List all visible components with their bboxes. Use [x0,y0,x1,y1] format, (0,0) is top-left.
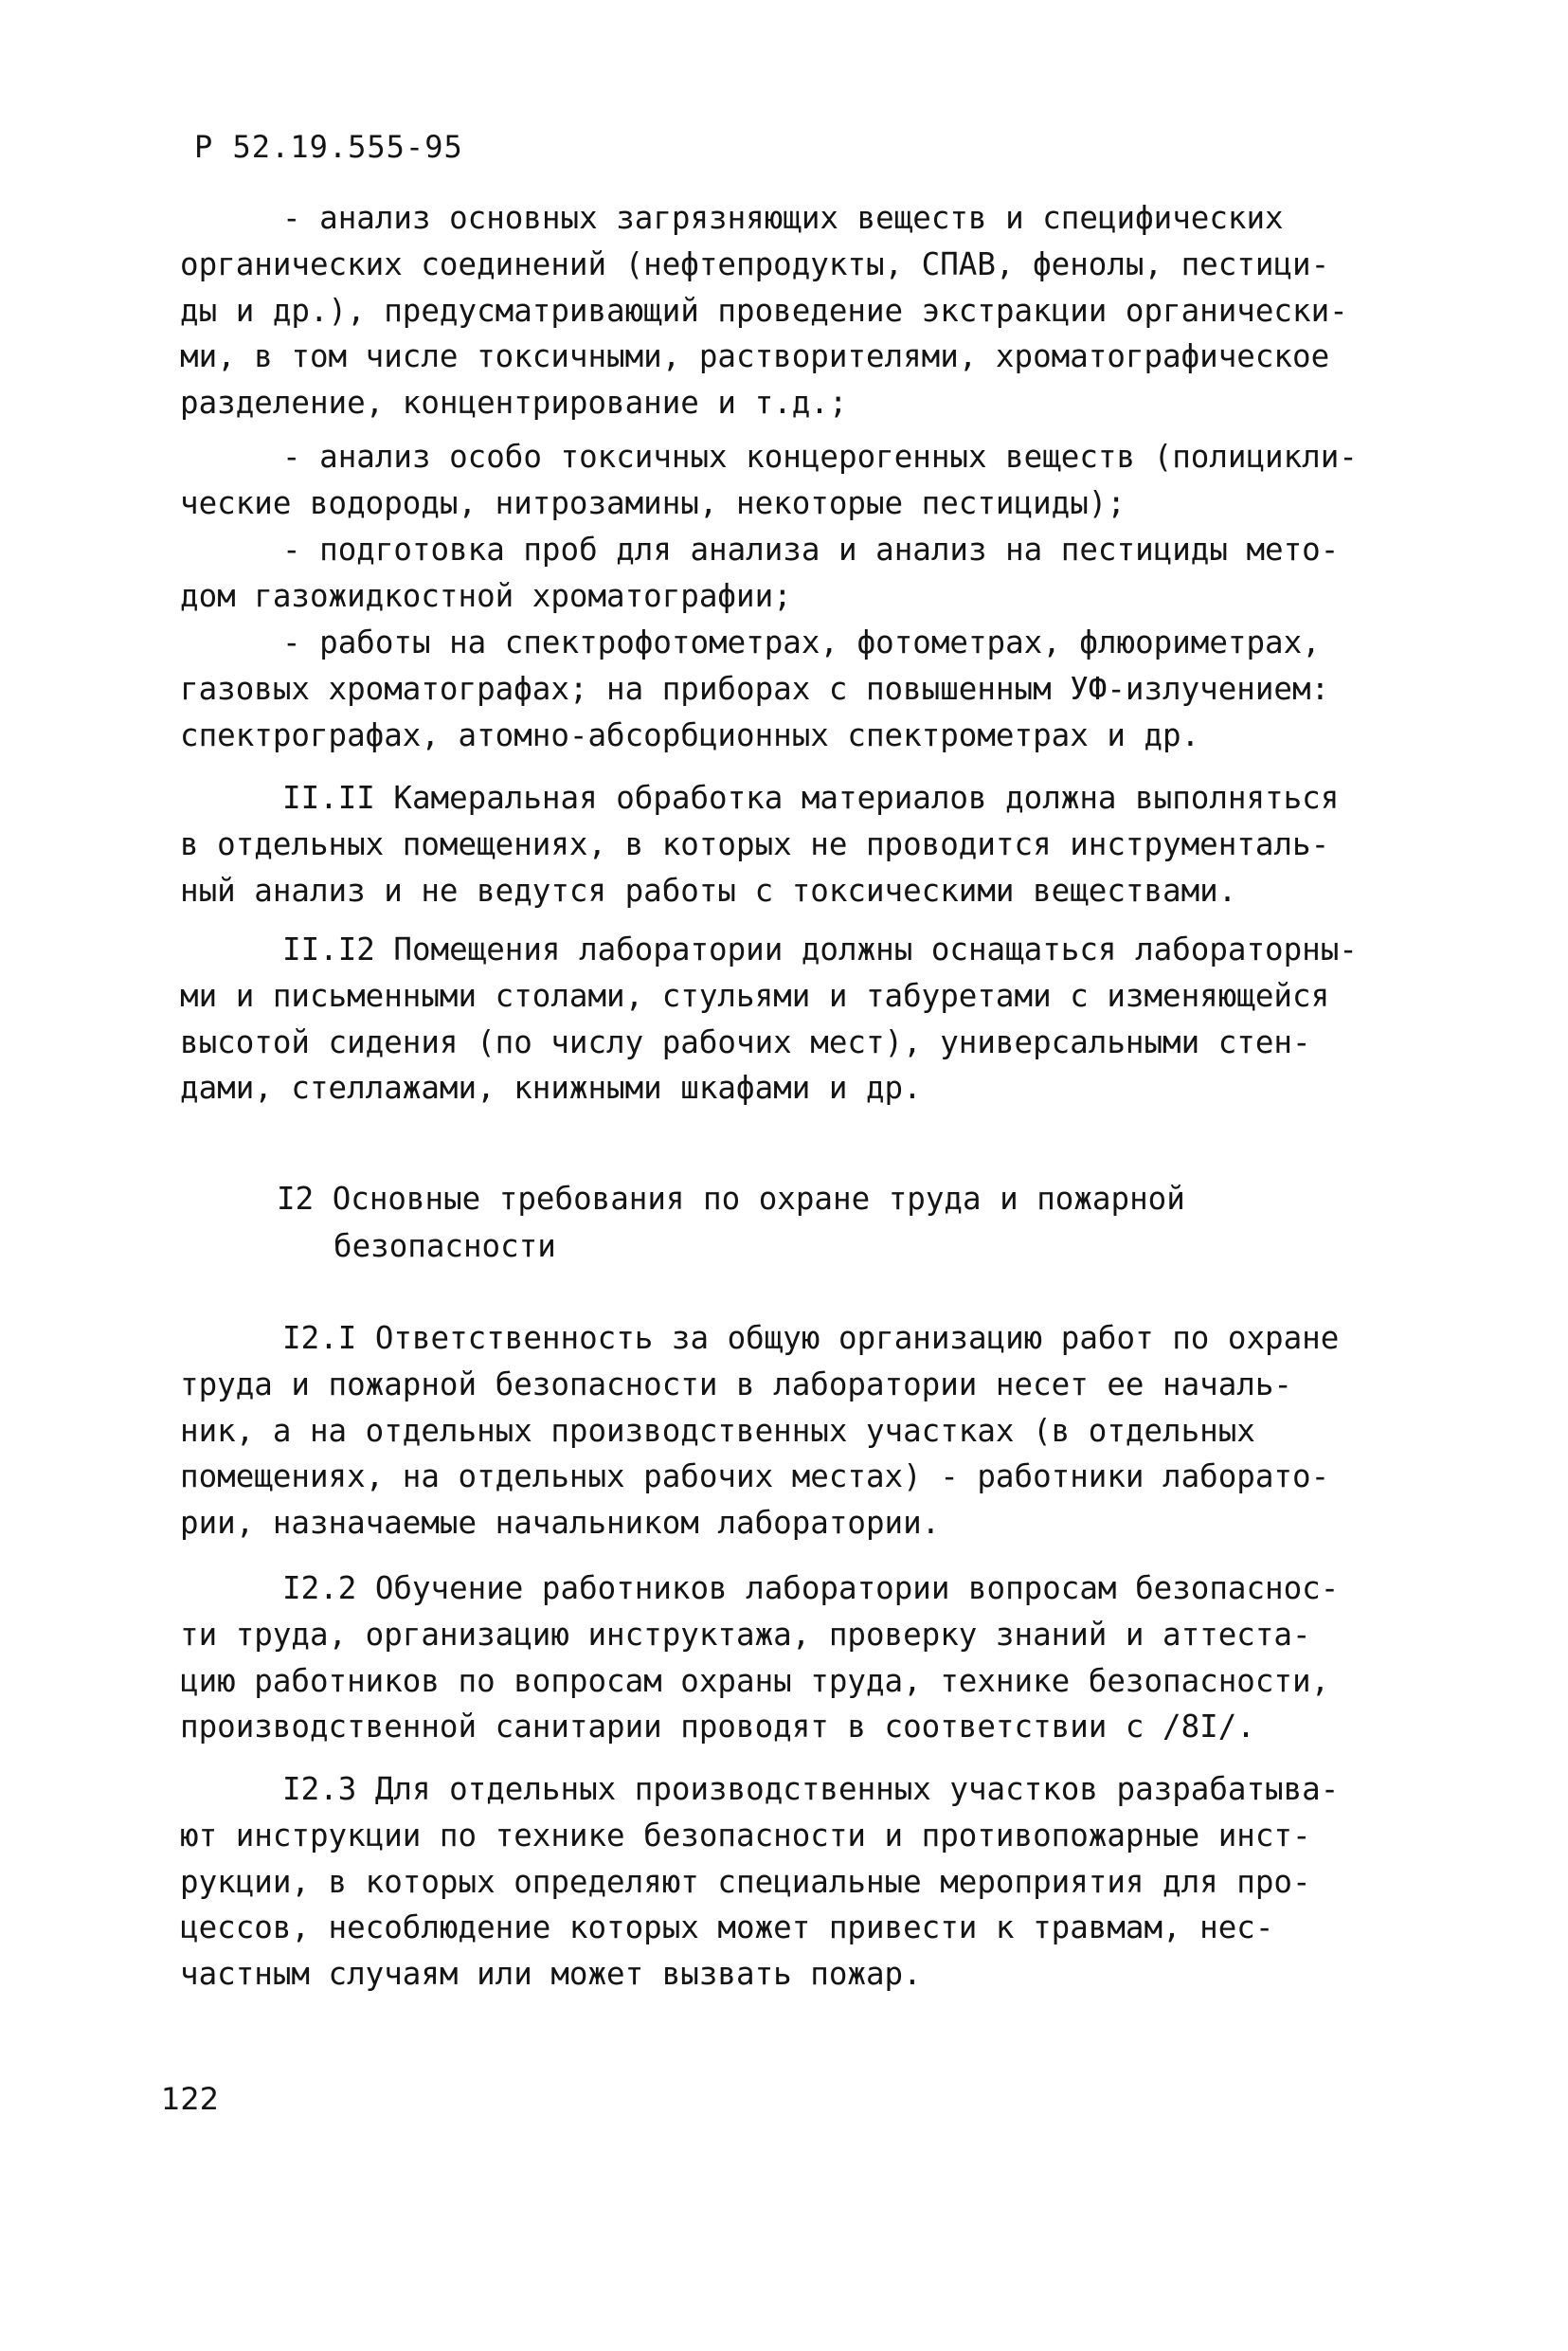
paragraph-12-3 [180,1766,1383,1998]
text-line: - анализ особо токсичных концерогенных веществ (полицикли- [282,439,1358,475]
document-header: Р 52.19.555-95 [194,129,463,165]
text-line: помещениях, на отдельных рабочих местах) - работники лаборато- [180,1458,1330,1495]
text-line: ник, а на отдельных производственных участках (в отдельных [180,1412,1255,1449]
text-line: цессов, несоблюдение которых может привести к травмам, нес- [180,1909,1274,1946]
text-line: рукции, в которых определяют специальные мероприятия для про- [180,1863,1311,1900]
text-line: частным случаям или может вызвать пожар. [180,1956,922,1993]
text-line: цию работников по вопросам охраны труда, технике безопасности, [180,1662,1330,1699]
text-line: дом газожидкостной хроматографии; [180,577,792,614]
text-line: II.II Камеральная обработка материалов должна выполняться [282,780,1340,816]
paragraph-11-12 [180,927,1383,1112]
paragraph-12-2 [180,1565,1383,1750]
text-line: дами, стеллажами, книжными шкафами и др. [180,1070,922,1107]
text-line: производственной санитарии проводят в соответствии с /8I/. [180,1709,1255,1745]
text-line: спектрографах, атомно-абсорбционных спектрометрах и др. [180,716,1200,753]
paragraph-organic-analysis [180,195,1383,426]
paragraph-instruments [180,620,1383,758]
text-line: - работы на спектрофотометрах, фотометрах, флюориметрах, [282,624,1321,660]
section-heading-line: безопасности [333,1228,556,1264]
text-line: - подготовка проб для анализа и анализ на пестициды мето- [282,532,1340,568]
text-line: ный анализ и не ведутся работы с токсическими веществами. [180,872,1237,909]
paragraph-pesticides [180,527,1383,620]
page-number: 122 [161,2081,220,2117]
text-line: рии, назначаемые начальником лаборатории. [180,1505,941,1542]
section-heading-12 [277,1175,1185,1270]
text-line: газовых хроматографах; на приборах с повышенным УФ-излучением: [180,670,1330,707]
text-line: I2.3 Для отдельных производственных участков разрабатыва- [282,1771,1340,1807]
paragraph-12-1 [180,1315,1383,1546]
section-heading-line: I2 Основные требования по охране труда и пожарной [277,1181,1185,1217]
text-line: ческие водороды, нитрозамины, некоторые пестициды); [180,484,1126,521]
text-line: ми, в том числе токсичными, растворителями, хроматографическое [180,338,1330,375]
text-line: ют инструкции по технике безопасности и противопожарные инст- [180,1817,1311,1854]
text-line: I2.I Ответственность за общую организацию работ по охране [282,1320,1340,1356]
text-line: в отдельных помещениях, в которых не проводится инструменталь- [180,825,1330,862]
paragraph-11-11 [180,775,1383,913]
text-line: I2.2 Обучение работников лаборатории вопросам безопаснос- [282,1570,1340,1606]
text-line: ти труда, организацию инструктажа, проверку знаний и аттеста- [180,1616,1311,1653]
text-line: высотой сидения (по числу рабочих мест), универсальными стен- [180,1023,1311,1060]
text-line: - анализ основных загрязняющих веществ и специфических [282,200,1284,236]
text-line: ми и письменными столами, стульями и табуретами с изменяющейся [180,977,1330,1014]
text-line: разделение, концентрирование и т.д.; [180,385,848,422]
text-line: ды и др.), предусматривающий проведение экстракции органически- [180,292,1348,329]
paragraph-toxic-substances [180,434,1383,527]
text-line: II.I2 Помещения лаборатории должны оснащаться лабораторны- [282,931,1358,968]
text-line: органических соединений (нефтепродукты, СПАВ, фенолы, пестици- [180,245,1330,282]
text-line: труда и пожарной безопасности в лаборатории несет ее началь- [180,1365,1292,1402]
